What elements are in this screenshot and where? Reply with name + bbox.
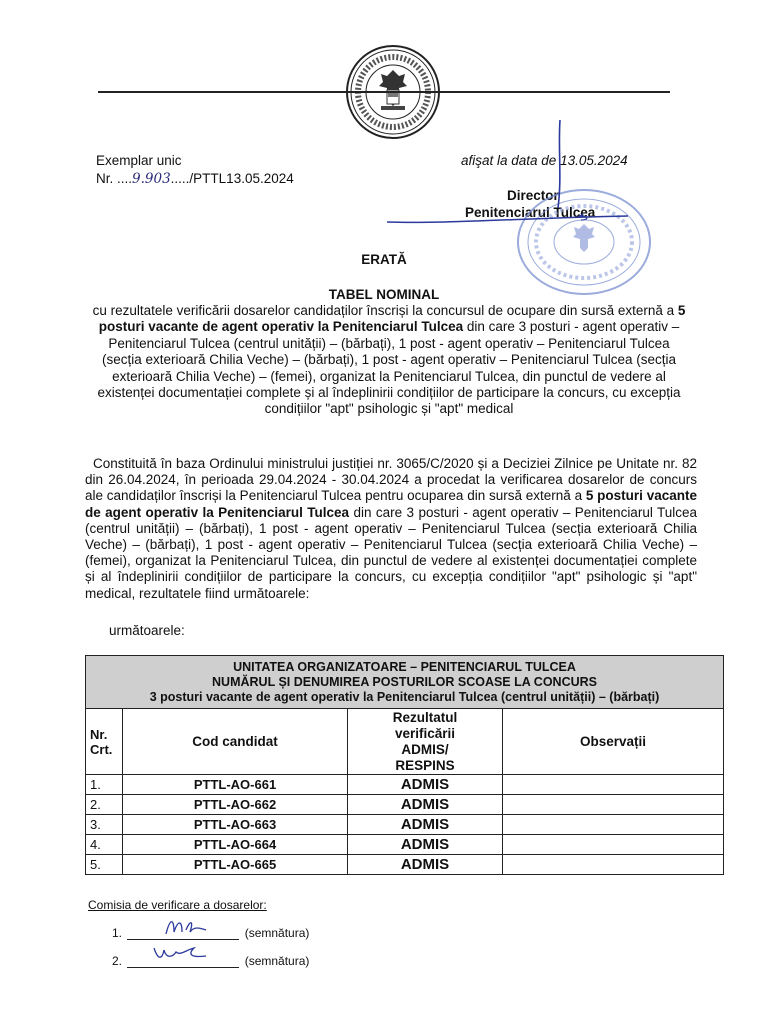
- row-nr: 5.: [86, 855, 123, 875]
- row-cod: PTTL-AO-664: [123, 835, 348, 855]
- row-rezultat: ADMIS: [348, 835, 503, 855]
- director-signature-stroke: [385, 213, 630, 223]
- table-row: [86, 815, 724, 835]
- table-header-posts: NUMĂRUL ȘI DENUMIREA POSTURILOR SCOASE LA CONCURS: [212, 675, 597, 689]
- col-observatii: Observații: [503, 709, 724, 775]
- body-paragraph: [85, 456, 697, 602]
- table-row: [86, 775, 724, 795]
- row-rezultat: ADMIS: [348, 855, 503, 875]
- table-row: [86, 835, 724, 855]
- commission-row-note: (semnătura): [244, 954, 310, 968]
- table-row: [86, 795, 724, 815]
- row-cod: PTTL-AO-662: [123, 795, 348, 815]
- row-observatii: [503, 855, 724, 875]
- row-nr: 4.: [86, 835, 123, 855]
- posted-date: afişat la data de 13.05.2024: [461, 153, 628, 168]
- column-header-row: [86, 709, 724, 775]
- table-header-row: [86, 656, 724, 709]
- body-text-1: Constituită în baza Ordinului ministrului justiției nr. 3065/C/2020 și a Deciziei Zilnice pe Unitate nr. 82 din 26.04.2024, în perioada 29.04.2024 - 30.04.2024 a procedat la verificarea dosarelor de concurs ale candidaților înscriși la Penitenciarul Tulcea pentru ocuparea din sursă externă a: [85, 456, 697, 504]
- description-text-2: din care 3 posturi - agent operativ – Penitenciarul Tulcea (centrul unității) – (bărbați), 1 post - agent operativ – Penitenciarul Tulcea (secția exterioară Chilia Veche) – (bărbați), 1 post - agent operativ – Penitenciarul Tulcea (secția exterioară Chilia Veche) – (femei), organizat la Penitenciarul Tulcea, din punctul de vedere al existenței documentației complete și al îndeplinirii condițiilor de participare la concurs, cu excepția condițiilor "apt" psihologic și "apt" medical: [97, 319, 681, 417]
- description-bold: 5 posturi vacante de agent operativ la Penitenciarul Tulcea: [98, 303, 686, 335]
- results-table: [85, 655, 724, 875]
- table-description: [87, 303, 691, 418]
- official-stamp: [514, 186, 654, 298]
- table-header-unit: UNITATEA ORGANIZATOARE – PENITENCIARUL TULCEA: [233, 660, 576, 674]
- header-rule: [98, 91, 670, 93]
- row-observatii: [503, 775, 724, 795]
- director-title: Director: [507, 188, 559, 203]
- table-title: TABEL NOMINAL: [328, 287, 440, 302]
- row-observatii: [503, 795, 724, 815]
- row-observatii: [503, 835, 724, 855]
- table-header-positions: 3 posturi vacante de agent operativ la Penitenciarul Tulcea (centrul unității) – (bărbați): [149, 690, 660, 704]
- director-signature: [540, 118, 570, 210]
- row-nr: 2.: [86, 795, 123, 815]
- nr-suffix: ...../PTTL13.05.2024: [170, 171, 294, 186]
- col-nr-line-1: Nr.: [90, 726, 108, 742]
- commission-row-nr: 2.: [112, 954, 123, 968]
- col-rez-line-1: Rezultatul: [392, 709, 458, 725]
- nr-handwritten: 9.903: [132, 171, 171, 187]
- row-nr: 3.: [86, 815, 123, 835]
- description-text-1: cu rezultatele verificării dosarelor candidaților înscriși la concursul de ocupare din sursă externă a: [92, 303, 678, 318]
- row-cod: PTTL-AO-663: [123, 815, 348, 835]
- row-cod: PTTL-AO-665: [123, 855, 348, 875]
- nr-prefix: Nr. ....: [96, 171, 133, 186]
- row-rezultat: ADMIS: [348, 815, 503, 835]
- table-row: [86, 855, 724, 875]
- commission-row-note: (semnătura): [244, 926, 310, 940]
- row-nr: 1.: [86, 775, 123, 795]
- commission-row-nr: 1.: [112, 926, 123, 940]
- director-unit: Penitenciarul Tulcea: [465, 205, 596, 220]
- commission-signature-row: [112, 954, 309, 968]
- row-rezultat: ADMIS: [348, 775, 503, 795]
- row-observatii: [503, 815, 724, 835]
- col-rez-line-3: ADMIS/: [401, 741, 449, 757]
- col-rez-line-2: verificării: [394, 725, 456, 741]
- col-rez-line-4: RESPINS: [395, 757, 455, 773]
- col-nr: [86, 709, 123, 775]
- commission-signature-1: [160, 914, 210, 938]
- table-header: [86, 656, 724, 709]
- body-trailing-word: următoarele:: [109, 623, 185, 638]
- row-cod: PTTL-AO-661: [123, 775, 348, 795]
- registration-number: [96, 171, 294, 187]
- commission-signature-row: [112, 926, 309, 940]
- commission-signature-2: [150, 942, 210, 964]
- body-bold: 5 posturi vacante de agent operativ la Penitenciarul Tulcea: [85, 488, 697, 520]
- row-rezultat: ADMIS: [348, 795, 503, 815]
- commission-label: Comisia de verificare a dosarelor:: [88, 898, 267, 912]
- errata-title: ERATĂ: [361, 252, 407, 267]
- body-text-2: din care 3 posturi - agent operativ – Penitenciarul Tulcea (centrul unității) – (bărbați), 1 post - agent operativ – Penitenciarul Tulcea (secția exterioară Chilia Veche) – (bărbați), 1 post - agent operativ – Penitenciarul Tulcea (secția exterioară Chilia Veche) – (femei), organizat la Penitenciarul Tulcea, din punctul de vedere al existenței documentației complete și al îndeplinirii condițiilor de participare la concurs, cu excepția condițiilor "apt" psihologic și "apt" medical, rezultatele fiind următoarele:: [85, 504, 697, 601]
- exemplar-label: Exemplar unic: [96, 153, 182, 168]
- col-cod: Cod candidat: [123, 709, 348, 775]
- col-nr-line-2: Crt.: [90, 741, 113, 757]
- col-rezultat: [348, 709, 503, 775]
